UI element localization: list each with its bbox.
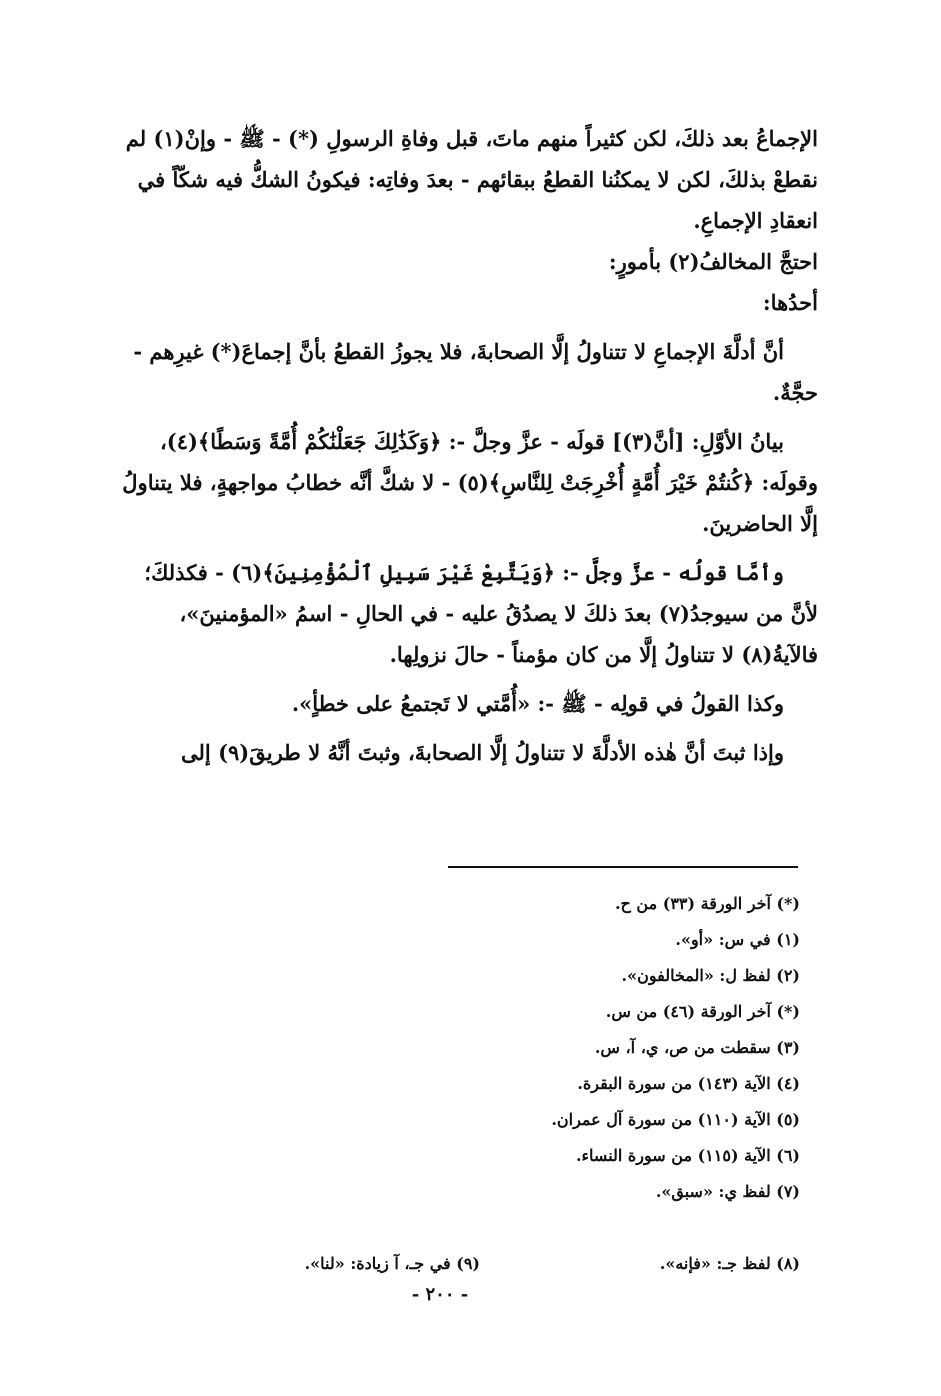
- footnote: (٦) الآية (١١٥) من سورة النساء.: [575, 1146, 800, 1165]
- footnote: (٨) لفظ جـ: «فإنه».: [659, 1254, 800, 1273]
- main-text: [118, 118, 818, 773]
- paragraph-hadith: وكذا القولُ في قولِه - ﷺ -: «أُمَّتي لا تَجتمعُ على خطأٍ».: [291, 691, 784, 716]
- paragraph-conclusion: وإذا ثبتَ أنَّ هٰذه الأدلَّةَ لا تتناولُ إلَّا الصحابةَ، وثبتَ أنَّهُ لا طريقَ(٩) إلى: [181, 740, 784, 765]
- paragraph-claim: أنَّ أدلَّةَ الإجماعِ لا تتناولُ إلَّا الصحابةَ، فلا يجوزُ القطعُ بأنَّ إجماعَ(*) غيرِهم - حجَّةٌ.: [133, 339, 818, 405]
- footnote: (٥) الآية (١١٠) من سورة آل عمران.: [551, 1110, 800, 1129]
- paragraph-verse: وأمَّا قولُه - عزَّ وجلَّ -: ﴿وَيَتَّبِعْ غَيْرَ سَبِيلِ ٱلْمُؤْمِنِينَ﴾(٦) - فكذلكَ؛ لأنَّ من سيوجدُ(٧) بعدَ ذلكَ لا يصدُقُ عليه - في الحالِ - اسمُ «المؤمنينَ»، فالآيةُ(٨) لا تتناولُ إلَّا من كان مؤمناً - حالَ نزولِها.: [144, 560, 818, 667]
- footnote-separator: [448, 866, 798, 868]
- footnotes: [150, 886, 800, 1210]
- footnote: (*) آخر الورقة (٤٦) من س.: [605, 1002, 800, 1021]
- subheading-first: أحدُها:: [762, 290, 818, 315]
- footnote: (٤) الآية (١٤٣) من سورة البقرة.: [577, 1074, 800, 1093]
- footnote: (٣) سقطت من ص، ي، آ، س.: [594, 1038, 800, 1057]
- footnote: (١) في س: «أو».: [675, 930, 800, 949]
- paragraph-continuation: الإجماعُ بعد ذلكَ، لكن كثيراً منهم ماتَ، قبل وفاةِ الرسولِ (*) - ﷺ - وإنْ(١) لم نقطعْ بذلكَ، لكن لا يمكنُنا القطعُ ببقائهم - بعدَ وفاتِه: فيكونُ الشكُّ فيه شكّاً في انعقادِ الإجماعِ.: [125, 126, 818, 233]
- paragraph-evidence: بيانُ الأوَّلِ: [أنَّ(٣)] قولَه - عزَّ وجلَّ -: ﴿وَكَذَٰلِكَ جَعَلْنَٰكُمْ أُمَّةً وَسَطًا﴾(٤)، وقولَه: ﴿كُنتُمْ خَيْرَ أُمَّةٍ أُخْرِجَتْ لِلنَّاسِ﴾(٥) - لا شكَّ أنَّه خطابُ مواجهةٍ، فلا يتناولُ إلَّا الحاضرينَ.: [122, 429, 818, 536]
- footnote: (٩) في جـ، آ زيادة: «لنا».: [304, 1254, 480, 1273]
- footnote-row-last: [150, 1246, 800, 1282]
- page-number: - ٢٠٠ -: [411, 1284, 469, 1305]
- section-heading: احتجَّ المخالفُ(٢) بأمورٍ:: [608, 249, 818, 274]
- footnote: (٢) لفظ ل: «المخالفون».: [621, 966, 800, 985]
- footnote: (٧) لفظ ي: «سبق».: [655, 1182, 800, 1201]
- footnote: (*) آخر الورقة (٣٣) من ح.: [614, 894, 800, 913]
